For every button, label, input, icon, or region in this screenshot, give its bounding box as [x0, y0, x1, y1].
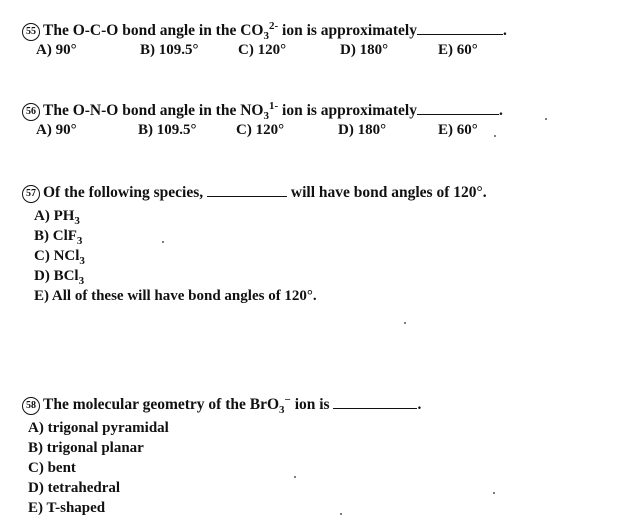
- stem-text-end: ion is: [290, 396, 334, 413]
- choice-label: A) PH: [34, 208, 75, 224]
- choice-d: D) tetrahedral: [28, 480, 121, 496]
- choice-label: D) BCl: [34, 268, 79, 284]
- stem-text-start: Of the following species,: [43, 184, 208, 201]
- answer-blank: [417, 22, 503, 35]
- formula-subscript: 3: [263, 30, 269, 43]
- scan-speck: [404, 322, 406, 324]
- stem-text-start: The O-N-O bond angle in the NO: [43, 102, 264, 119]
- option-c: C) 120°: [236, 122, 285, 138]
- question-56: [22, 99, 503, 139]
- answer-blank: [333, 396, 417, 409]
- option-a: A) 90°: [36, 42, 77, 58]
- scan-speck: [162, 241, 164, 243]
- question-58-stem: 58 The molecular geometry of the BrO$_3$− ion is .: [22, 396, 421, 415]
- option-b: B) 109.5°: [138, 122, 197, 138]
- option-d: D) 180°: [340, 42, 389, 58]
- option-a: A) 90°: [36, 122, 77, 138]
- scan-speck: [494, 135, 496, 137]
- option-e: E) 60°: [438, 122, 478, 138]
- question-number-badge: 57: [22, 185, 40, 203]
- question-58: [22, 393, 422, 518]
- question-57: [22, 184, 487, 306]
- question-56-stem: 56 The O-N-O bond angle in the $NO_3^{1-}$ ion is approximately .: [22, 102, 503, 121]
- choice-a: A) trigonal pyramidal: [28, 420, 169, 436]
- choice-b: [34, 226, 487, 246]
- stem-text-start: The O-C-O bond angle in the CO: [43, 22, 264, 39]
- choice-e: [34, 286, 487, 306]
- choice-label: E) All of these will have bond angles of 120°.: [34, 288, 317, 304]
- question-number-badge: 58: [22, 397, 40, 415]
- scan-speck: [294, 476, 296, 478]
- stem-text-end: ion is approximately: [278, 102, 417, 119]
- charge-superscript: −: [284, 393, 291, 406]
- answer-choices: [28, 418, 421, 518]
- choice-c: [34, 246, 487, 266]
- choice-c: C) bent: [28, 460, 76, 476]
- question-57-stem: [22, 184, 487, 203]
- charge-superscript: 1-: [268, 99, 279, 112]
- option-e: E) 60°: [438, 42, 478, 58]
- option-b: B) 109.5°: [140, 42, 199, 58]
- formula-subscript: 3: [76, 235, 83, 247]
- formula-subscript: 3: [79, 255, 85, 267]
- choice-label: B) ClF: [34, 228, 77, 244]
- scan-speck: [545, 118, 547, 120]
- formula-subscript: 3: [74, 215, 80, 227]
- stem-text-end: ion is approximately: [278, 22, 417, 39]
- option-c: C) 120°: [238, 42, 287, 58]
- formula-subscript: 3: [279, 404, 285, 417]
- answer-options: [22, 121, 503, 139]
- choice-label: C) NCl: [34, 248, 80, 264]
- choice-e: E) T-shaped: [28, 500, 106, 516]
- stem-text-end: will have bond angles of 120°.: [287, 184, 487, 201]
- choice-d: [34, 266, 487, 286]
- answer-blank: [417, 102, 499, 115]
- question-number-badge: 56: [22, 103, 40, 121]
- answer-blank: [207, 184, 287, 197]
- answer-choices: [34, 206, 487, 306]
- scan-speck: [493, 492, 495, 494]
- choice-b: B) trigonal planar: [28, 440, 144, 456]
- question-55: [22, 19, 507, 59]
- formula-subscript: 3: [263, 110, 269, 123]
- charge-superscript: 2-: [268, 19, 279, 32]
- option-d: D) 180°: [338, 122, 387, 138]
- stem-text-start: The molecular geometry of the BrO: [43, 396, 280, 413]
- formula-subscript: 3: [78, 275, 85, 287]
- question-55-stem: 55 The O-C-O bond angle in the $CO_3^{2-}$ ion is approximately .: [22, 22, 507, 41]
- question-number-badge: 55: [22, 23, 40, 41]
- choice-a: [34, 206, 487, 226]
- scan-speck: [340, 513, 342, 515]
- answer-options: [22, 41, 507, 59]
